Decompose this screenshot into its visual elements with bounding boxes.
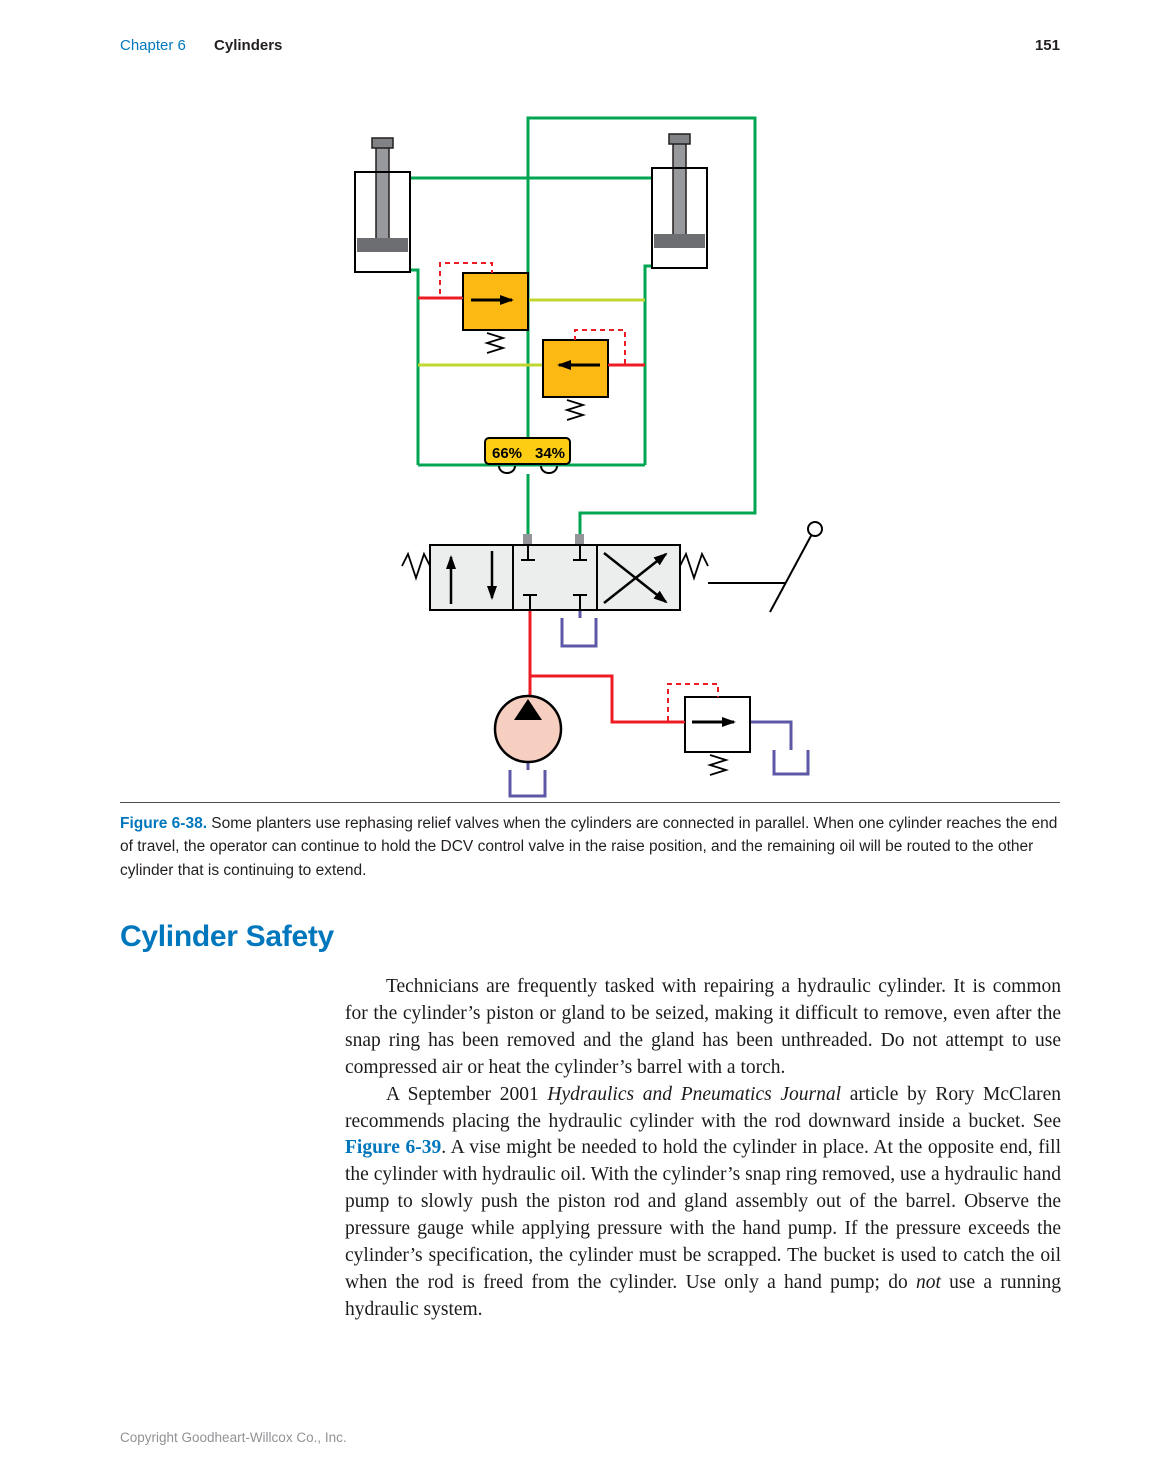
spring-icon [680,554,708,578]
piston [654,234,705,248]
page-number: 151 [1034,37,1060,54]
spring-icon [402,554,430,578]
rod-cap [372,138,393,148]
piston [357,238,408,252]
hydraulic-lines-yellow-green [418,300,645,365]
rephasing-relief-valve-right [543,340,608,420]
body-text [345,974,1061,1324]
flow-divider-label-right: 34% [534,445,566,462]
tank-symbol-dcv [562,618,596,646]
flow-divider-label-left: 66% [491,445,523,462]
page-footer [120,1430,347,1445]
figure-caption-label: Figure 6-38. [120,815,207,832]
rod-cap [669,134,690,144]
spring-icon [710,755,726,775]
spring-icon [487,333,503,353]
orifice-icon [541,466,557,473]
paragraph [345,1082,1061,1324]
body-run: use a running hydraulic system. [345,1271,1061,1320]
dcv-lever [708,522,822,612]
hydraulic-circuit-diagram [340,100,840,800]
system-relief-valve [685,697,750,775]
chapter-title: Cylinders [214,37,283,54]
left-cylinder [355,138,410,272]
figure-caption-text: Some planters use rephasing relief valves when the cylinders are connected in parallel. When one cylinder reaches the end of travel, the operator can continue to hold the DCV control valve in the raise position, and the remaining oil will be routed to the other cylinder that is continuing to extend. [120,815,1058,879]
paragraph [345,974,1061,1082]
page-header [120,37,1060,54]
section-title: Cylinder Safety [120,920,334,953]
flow-divider [485,438,570,473]
spring-icon [567,400,583,420]
pilot-lines-dashed [440,263,718,722]
body-run: Technicians are frequently tasked with repairing a hydraulic cylinder. It is common for the cylinder’s piston or gland to be seized, making it difficult to remove, even after the snap ring has been removed and the gland has been unthreaded. Do not attempt to use compressed air or heat the cylinder’s barrel with a torch. [345,976,1061,1078]
tank-lines-blue [528,610,791,770]
orifice-icon [499,466,515,473]
running-head [120,37,282,54]
body-run: . A vise might be needed to hold the cylinder in place. At the opposite end, fill the cylinder with hydraulic oil. With the cylinder’s snap ring removed, use a hydraulic hand pump to slowly push the piston rod and gland assembly out of the barrel. Observe the pressure gauge while applying pressure with the hand pump. If the pressure exceeds the cylinder’s specification, the cylinder must be scrapped. The bucket is used to catch the oil when the rod is freed from the cylinder. Use only a hand pump; do [345,1137,1061,1293]
lever-knob [808,522,822,536]
body-run: article by Rory McClaren recommends placing the hydraulic cylinder with the rod downward inside a bucket. See [345,1083,1061,1132]
directional-control-valve [402,522,822,612]
rephasing-relief-valve-left [463,273,528,353]
italic-text: Hydraulics and Pneumatics Journal [547,1083,842,1105]
figure-reference-link[interactable]: Figure 6-39 [345,1137,442,1159]
body-run: A September 2001 [385,1083,548,1105]
tank-symbols [510,618,808,796]
tank-symbol-pump [510,770,545,796]
tank-symbol-relief [774,750,808,774]
figure-caption [120,812,1060,882]
chapter-label: Chapter 6 [120,37,186,54]
copyright-text: Copyright Goodheart-Willcox Co., Inc. [120,1430,347,1445]
italic-text: not [916,1271,941,1293]
right-cylinder [652,134,707,268]
port-stub [575,534,584,545]
pump [495,696,561,762]
figure-rule [120,802,1060,803]
port-stub [523,534,532,545]
